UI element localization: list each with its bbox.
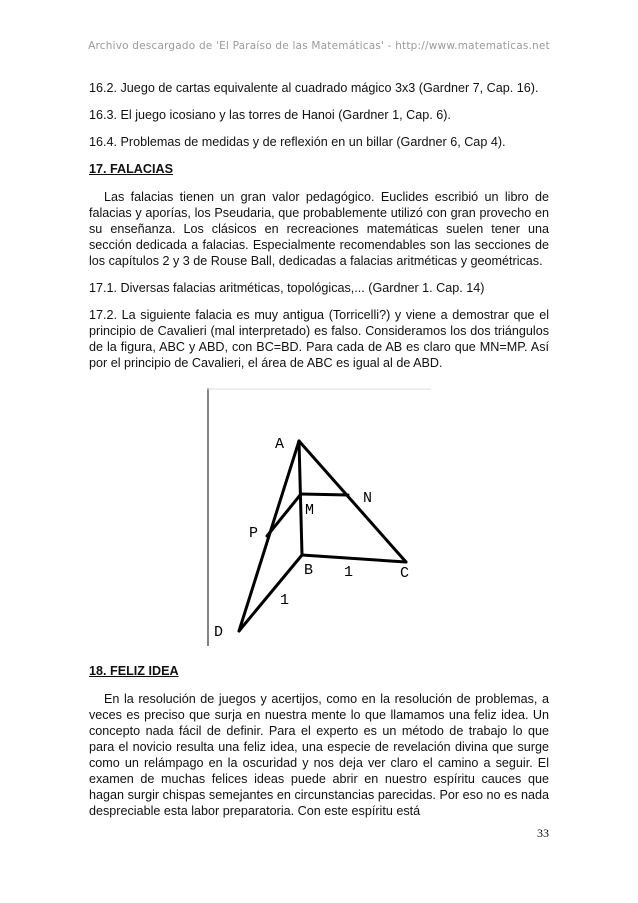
section-17-title: 17. FALACIAS (89, 162, 173, 176)
label-c: C (400, 565, 410, 582)
triangle-diagram (207, 388, 431, 646)
label-d: D (214, 624, 224, 641)
section-18 (89, 663, 549, 830)
segment-bc (302, 555, 406, 562)
label-n: N (363, 490, 373, 507)
segment-mp (267, 494, 301, 536)
label-m: M (305, 502, 315, 519)
section-18-text: En la resolución de juegos y acertijos, como en la resolución de problemas, a veces es preciso que surja en nuestra mente lo que llamamos una feliz idea. Un concepto nada fácil de definir. Para el experto es un método de trabajo lo que para el novicio resulta una feliz idea, una especie de revelación divina que surge como un relámpago en la oscuridad y nos deja ver claro el camino a seguir. El examen de muchas felices ideas puede abrir en nuestro espíritu cauces que hagan surgir chispas semejantes en circunstancias parecidas. Por eso no es nada despreciable esta labor preparatoria. Con este espíritu está (89, 692, 549, 818)
main-content (89, 80, 549, 382)
segment-mn (301, 494, 348, 495)
label-b: B (304, 562, 314, 579)
item-17-1: 17.1. Diversas falacias aritméticas, topológicas,... (Gardner 1. Cap. 14) (89, 281, 485, 295)
section-18-title: 18. FELIZ IDEA (89, 664, 179, 678)
label-p: P (249, 525, 259, 542)
section-17-intro: Las falacias tienen un gran valor pedagógico. Euclides escribió un libro de falacias y aporías, los Pseudaria, que probablemente utilizó con gran provecho en su enseñanza. Los clásicos en recreaciones matemáticas suelen tener una sección dedicada a falacias. Especialmente recomendables son las secciones de los capítulos 2 y 3 de Rouse Ball, dedicadas a falacias aritméticas y geométricas. (89, 190, 549, 268)
item-16-4: 16.4. Problemas de medidas y de reflexión en un billar (Gardner 6, Cap 4). (89, 135, 506, 149)
segment-ad (239, 441, 299, 631)
item-16-2: 16.2. Juego de cartas equivalente al cuadrado mágico 3x3 (Gardner 7, Cap. 16). (89, 81, 539, 95)
triangle-figure (207, 388, 431, 646)
page-header: Archivo descargado de 'El Paraíso de las Matemáticas' - http://www.matematicas.net (88, 40, 550, 52)
segment-ac (299, 441, 406, 562)
label-one-bc: 1 (344, 564, 354, 581)
segment-bd (239, 555, 302, 631)
label-a: A (275, 436, 285, 453)
page-number: 33 (537, 826, 549, 840)
label-one-bd: 1 (280, 592, 290, 609)
item-16-3: 16.3. El juego icosiano y las torres de Hanoi (Gardner 1, Cap. 6). (89, 108, 451, 122)
item-17-2: 17.2. La siguiente falacia es muy antigua (Torricelli?) y viene a demostrar que el principio de Cavalieri (mal interpretado) es falso. Consideramos los dos triángulos de la figura, ABC y ABD, con BC=BD. Para cada de AB es claro que MN=MP. Así por el principio de Cavalieri, el área de ABC es igual al de ABD. (89, 308, 549, 370)
